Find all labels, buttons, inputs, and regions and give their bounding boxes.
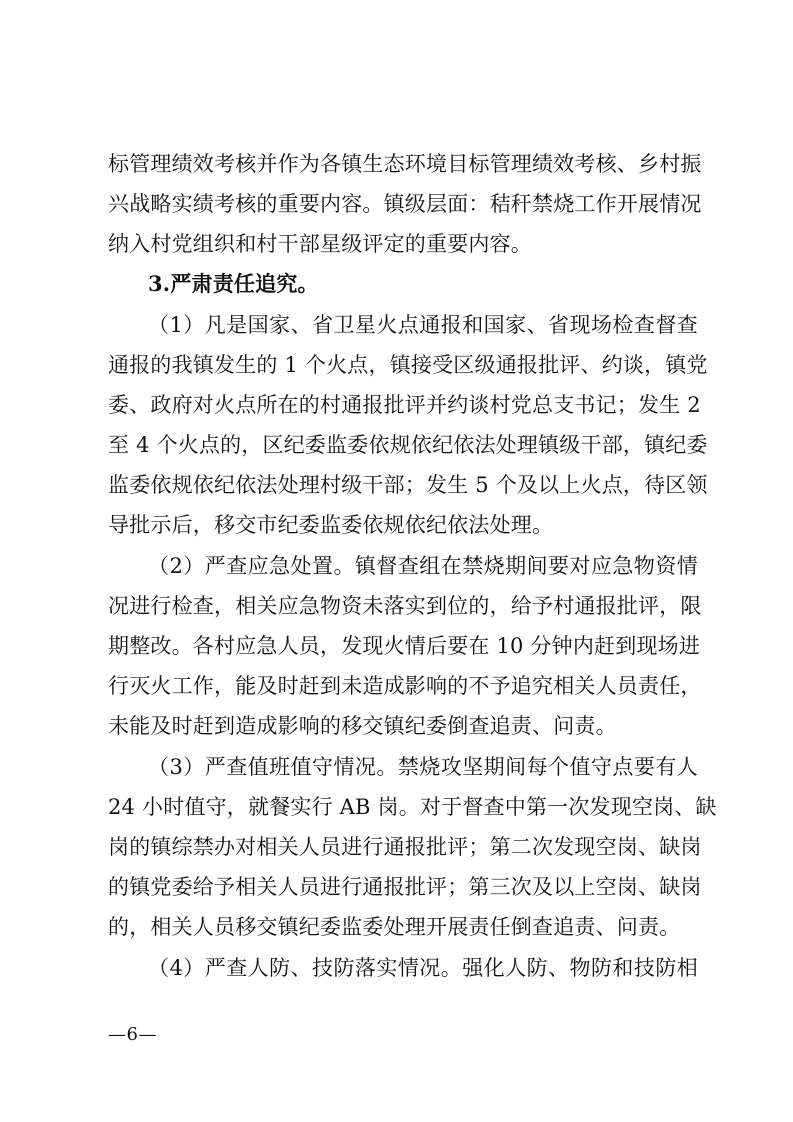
paragraph-line: 兴战略实绩考核的重要内容。镇级层面：秸秆禁烧工作开展情况 — [108, 192, 702, 216]
paragraph-line: 期整改。各村应急人员，发现火情后要在 10 分钟内赶到现场进 — [108, 634, 701, 658]
paragraph-line: 况进行检查，相关应急物资未落实到位的，给予村通报批评，限 — [108, 594, 702, 618]
paragraph-line: 的镇党委给予相关人员进行通报批评；第三次及以上空岗、缺岗 — [108, 875, 702, 899]
paragraph-line: （4）严查人防、技防落实情况。强化人防、物防和技防相 — [148, 956, 698, 980]
paragraph-line: 24 小时值守，就餐实行 AB 岗。对于督查中第一次发现空岗、缺 — [108, 795, 717, 819]
paragraph-line: 标管理绩效考核并作为各镇生态环境目标管理绩效考核、乡村振 — [108, 152, 702, 176]
paragraph-line: 监委依规依纪依法处理村级干部；发生 5 个及以上火点，待区领 — [108, 473, 708, 497]
paragraph-line: 纳入村党组织和村干部星级评定的重要内容。 — [108, 232, 532, 256]
paragraph-line: 导批示后，移交市纪委监委依规依纪依法处理。 — [108, 513, 554, 537]
paragraph-line: 通报的我镇发生的 1 个火点，镇接受区级通报批评、约谈，镇党 — [108, 353, 708, 377]
paragraph-line: （1）凡是国家、省卫星火点通报和国家、省现场检查督查 — [148, 313, 698, 337]
page-number: —6— — [108, 1024, 157, 1045]
paragraph-line: 至 4 个火点的，区纪委监委依规依纪依法处理镇级干部，镇纪委 — [108, 433, 708, 457]
paragraph-line: 的，相关人员移交镇纪委监委处理开展责任倒查追责、问责。 — [108, 915, 681, 939]
paragraph-line: 委、政府对火点所在的村通报批评并约谈村党总支书记；发生 2 — [108, 393, 701, 417]
paragraph-line: 未能及时赶到造成影响的移交镇纪委倒查追责、问责。 — [108, 714, 617, 738]
paragraph-line: 行灭火工作，能及时赶到未造成影响的不予追究相关人员责任， — [108, 674, 702, 698]
paragraph-line: （2）严查应急处置。镇督查组在禁烧期间要对应急物资情 — [148, 554, 698, 578]
section-heading: 3.严肃责任追究。 — [148, 271, 319, 296]
paragraph-line: 岗的镇综禁办对相关人员进行通报批评；第二次发现空岗、缺岗 — [108, 835, 702, 859]
paragraph-line: （3）严查值班值守情况。禁烧攻坚期间每个值守点要有人 — [148, 755, 698, 779]
